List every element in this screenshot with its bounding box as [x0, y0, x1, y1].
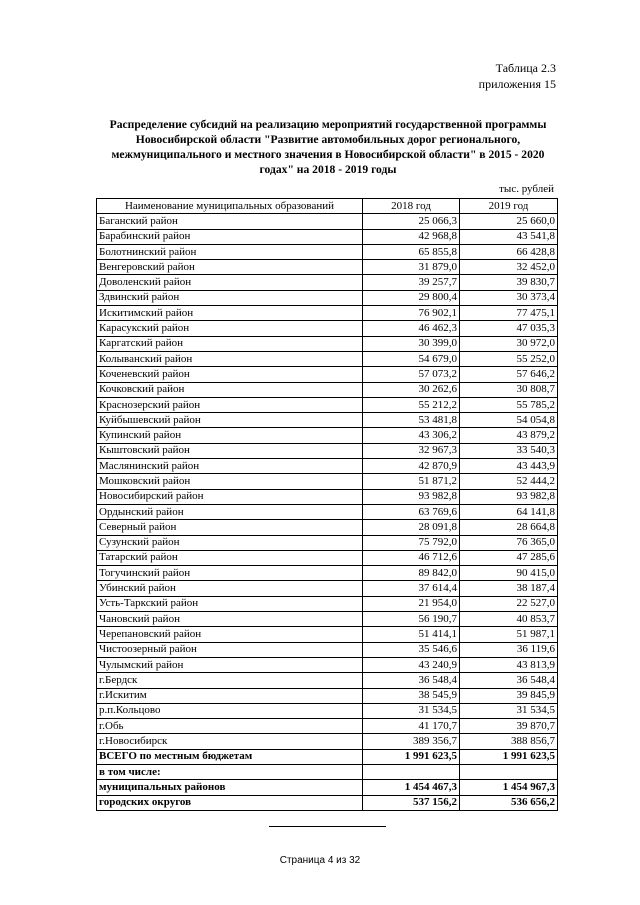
table-row — [97, 596, 558, 611]
value-2019: 47 285,6 — [460, 550, 558, 565]
value-2018: 28 091,8 — [363, 520, 460, 535]
value-2018: 43 240,9 — [363, 657, 460, 672]
table-row — [97, 321, 558, 336]
table-row — [97, 688, 558, 703]
value-2018: 30 399,0 — [363, 336, 460, 351]
value-2018: 29 800,4 — [363, 290, 460, 305]
value-2019: 30 808,7 — [460, 382, 558, 397]
value-2018: 65 855,8 — [363, 244, 460, 259]
value-2019: 54 054,8 — [460, 413, 558, 428]
table-body — [97, 214, 558, 749]
value-2018: 57 073,2 — [363, 367, 460, 382]
value-2018: 32 967,3 — [363, 443, 460, 458]
table-row — [97, 336, 558, 351]
page-number: Страница 4 из 32 — [279, 855, 361, 866]
table-header-row — [97, 199, 558, 214]
value-2018: 36 548,4 — [363, 673, 460, 688]
value-2018: 75 792,0 — [363, 535, 460, 550]
table-row — [97, 612, 558, 627]
table-row — [97, 229, 558, 244]
title-line: межмуниципального и местного значения в Новосибирской области" в 2015 - 2020 — [111, 148, 545, 161]
value-2018: 31 879,0 — [363, 260, 460, 275]
table-row — [97, 520, 558, 535]
value-2019: 64 141,8 — [460, 504, 558, 519]
value-2019: 30 373,4 — [460, 290, 558, 305]
value-2019: 32 452,0 — [460, 260, 558, 275]
value-2018: 25 066,3 — [363, 214, 460, 229]
subsidy-table — [96, 198, 558, 811]
value-2019: 93 982,8 — [460, 489, 558, 504]
subtotal-label: муниципальных районов — [97, 780, 363, 795]
table-row — [97, 535, 558, 550]
municipality-name: Коченевский район — [97, 367, 363, 382]
value-2019: 55 252,0 — [460, 351, 558, 366]
municipality-name: Венгеровский район — [97, 260, 363, 275]
municipality-name: г.Искитим — [97, 688, 363, 703]
value-2019: 90 415,0 — [460, 566, 558, 581]
value-2019: 36 548,4 — [460, 673, 558, 688]
value-2019: 388 856,7 — [460, 734, 558, 749]
column-header-2018: 2018 год — [363, 199, 460, 214]
value-2018: 76 902,1 — [363, 306, 460, 321]
municipality-name: Северный район — [97, 520, 363, 535]
municipality-name: г.Новосибирск — [97, 734, 363, 749]
municipality-name: Татарский район — [97, 550, 363, 565]
value-2019: 57 646,2 — [460, 367, 558, 382]
municipality-name: Чановский район — [97, 612, 363, 627]
table-row — [97, 290, 558, 305]
subtotal-row-city-districts — [97, 795, 558, 810]
municipality-name: Сузунский район — [97, 535, 363, 550]
value-2019: 38 187,4 — [460, 581, 558, 596]
value-2018: 37 614,4 — [363, 581, 460, 596]
table-row — [97, 489, 558, 504]
table-row — [97, 397, 558, 412]
value-2019: 55 785,2 — [460, 397, 558, 412]
municipality-name: Куйбышевский район — [97, 413, 363, 428]
municipality-name: г.Обь — [97, 719, 363, 734]
value-2018: 46 712,6 — [363, 550, 460, 565]
municipality-name: Чулымский район — [97, 657, 363, 672]
table-row — [97, 459, 558, 474]
value-2018: 51 871,2 — [363, 474, 460, 489]
value-2018: 51 414,1 — [363, 627, 460, 642]
table-row — [97, 275, 558, 290]
value-2019: 43 879,2 — [460, 428, 558, 443]
empty-cell — [363, 764, 460, 779]
footer-divider — [269, 826, 386, 827]
municipality-name: Кочковский район — [97, 382, 363, 397]
table-row — [97, 214, 558, 229]
title-line: Новосибирской области "Развитие автомобильных дорог регионального, — [135, 133, 521, 146]
subtotal-2019: 1 454 967,3 — [460, 780, 558, 795]
value-2018: 54 679,0 — [363, 351, 460, 366]
municipality-name: Маслянинский район — [97, 459, 363, 474]
municipality-name: Убинский район — [97, 581, 363, 596]
municipality-name: Барабинский район — [97, 229, 363, 244]
total-row — [97, 749, 558, 764]
table-row — [97, 351, 558, 366]
value-2019: 39 830,7 — [460, 275, 558, 290]
municipality-name: Краснозерский район — [97, 397, 363, 412]
column-header-municipality: Наименование муниципальных образований — [97, 199, 363, 214]
units-label: тыс. рублей — [499, 183, 554, 195]
value-2018: 56 190,7 — [363, 612, 460, 627]
municipality-name: Колыванский район — [97, 351, 363, 366]
table-row — [97, 581, 558, 596]
value-2019: 39 845,9 — [460, 688, 558, 703]
value-2019: 36 119,6 — [460, 642, 558, 657]
table-row — [97, 443, 558, 458]
column-header-2019: 2019 год — [460, 199, 558, 214]
municipality-name: Усть-Таркский район — [97, 596, 363, 611]
value-2018: 53 481,8 — [363, 413, 460, 428]
value-2019: 43 541,8 — [460, 229, 558, 244]
table-row — [97, 642, 558, 657]
total-2019: 1 991 623,5 — [460, 749, 558, 764]
municipality-name: Купинский район — [97, 428, 363, 443]
subtotal-2018: 1 454 467,3 — [363, 780, 460, 795]
value-2018: 42 870,9 — [363, 459, 460, 474]
municipality-name: Новосибирский район — [97, 489, 363, 504]
including-label: в том числе: — [97, 764, 363, 779]
document-title — [100, 117, 556, 177]
table-number: Таблица 2.3 — [495, 61, 556, 75]
municipality-name: Здвинский район — [97, 290, 363, 305]
value-2019: 43 813,9 — [460, 657, 558, 672]
municipality-name: г.Бердск — [97, 673, 363, 688]
value-2018: 46 462,3 — [363, 321, 460, 336]
table-row — [97, 428, 558, 443]
value-2019: 43 443,9 — [460, 459, 558, 474]
municipality-name: Ордынский район — [97, 504, 363, 519]
subtotal-2019: 536 656,2 — [460, 795, 558, 810]
total-label: ВСЕГО по местным бюджетам — [97, 749, 363, 764]
table-row — [97, 244, 558, 259]
appendix-reference: приложения 15 — [478, 77, 556, 91]
value-2019: 25 660,0 — [460, 214, 558, 229]
value-2018: 41 170,7 — [363, 719, 460, 734]
value-2018: 93 982,8 — [363, 489, 460, 504]
municipality-name: Тогучинский район — [97, 566, 363, 581]
value-2019: 30 972,0 — [460, 336, 558, 351]
value-2019: 28 664,8 — [460, 520, 558, 535]
municipality-name: Доволенский район — [97, 275, 363, 290]
empty-cell — [460, 764, 558, 779]
municipality-name: Чистоозерный район — [97, 642, 363, 657]
title-line: годах" на 2018 - 2019 годы — [259, 163, 397, 176]
value-2019: 51 987,1 — [460, 627, 558, 642]
table-row — [97, 719, 558, 734]
value-2019: 66 428,8 — [460, 244, 558, 259]
title-line: Распределение субсидий на реализацию мероприятий государственной программы — [109, 118, 547, 131]
municipality-name: Мошковский район — [97, 474, 363, 489]
table-row — [97, 413, 558, 428]
value-2018: 39 257,7 — [363, 275, 460, 290]
table-row — [97, 566, 558, 581]
table-row — [97, 474, 558, 489]
value-2019: 77 475,1 — [460, 306, 558, 321]
table-row — [97, 734, 558, 749]
municipality-name: Карасукский район — [97, 321, 363, 336]
value-2018: 38 545,9 — [363, 688, 460, 703]
table-row — [97, 367, 558, 382]
table-row — [97, 673, 558, 688]
value-2018: 43 306,2 — [363, 428, 460, 443]
table-row — [97, 703, 558, 718]
subtotal-2018: 537 156,2 — [363, 795, 460, 810]
value-2018: 55 212,2 — [363, 397, 460, 412]
value-2018: 21 954,0 — [363, 596, 460, 611]
municipality-name: Болотнинский район — [97, 244, 363, 259]
subtotal-row-districts — [97, 780, 558, 795]
value-2018: 89 842,0 — [363, 566, 460, 581]
value-2019: 47 035,3 — [460, 321, 558, 336]
municipality-name: Баганский район — [97, 214, 363, 229]
value-2018: 31 534,5 — [363, 703, 460, 718]
table-row — [97, 657, 558, 672]
value-2019: 22 527,0 — [460, 596, 558, 611]
value-2019: 76 365,0 — [460, 535, 558, 550]
table-row — [97, 382, 558, 397]
municipality-name: Искитимский район — [97, 306, 363, 321]
value-2018: 63 769,6 — [363, 504, 460, 519]
value-2019: 40 853,7 — [460, 612, 558, 627]
value-2018: 42 968,8 — [363, 229, 460, 244]
table-row — [97, 550, 558, 565]
subtotal-label: городских округов — [97, 795, 363, 810]
value-2018: 30 262,6 — [363, 382, 460, 397]
value-2019: 31 534,5 — [460, 703, 558, 718]
including-row — [97, 764, 558, 779]
total-2018: 1 991 623,5 — [363, 749, 460, 764]
table-row — [97, 306, 558, 321]
value-2019: 52 444,2 — [460, 474, 558, 489]
table-row — [97, 504, 558, 519]
table-row — [97, 627, 558, 642]
municipality-name: Каргатский район — [97, 336, 363, 351]
table-row — [97, 260, 558, 275]
municipality-name: Черепановский район — [97, 627, 363, 642]
municipality-name: р.п.Кольцово — [97, 703, 363, 718]
value-2019: 33 540,3 — [460, 443, 558, 458]
value-2018: 35 546,6 — [363, 642, 460, 657]
value-2019: 39 870,7 — [460, 719, 558, 734]
value-2018: 389 356,7 — [363, 734, 460, 749]
municipality-name: Кыштовский район — [97, 443, 363, 458]
